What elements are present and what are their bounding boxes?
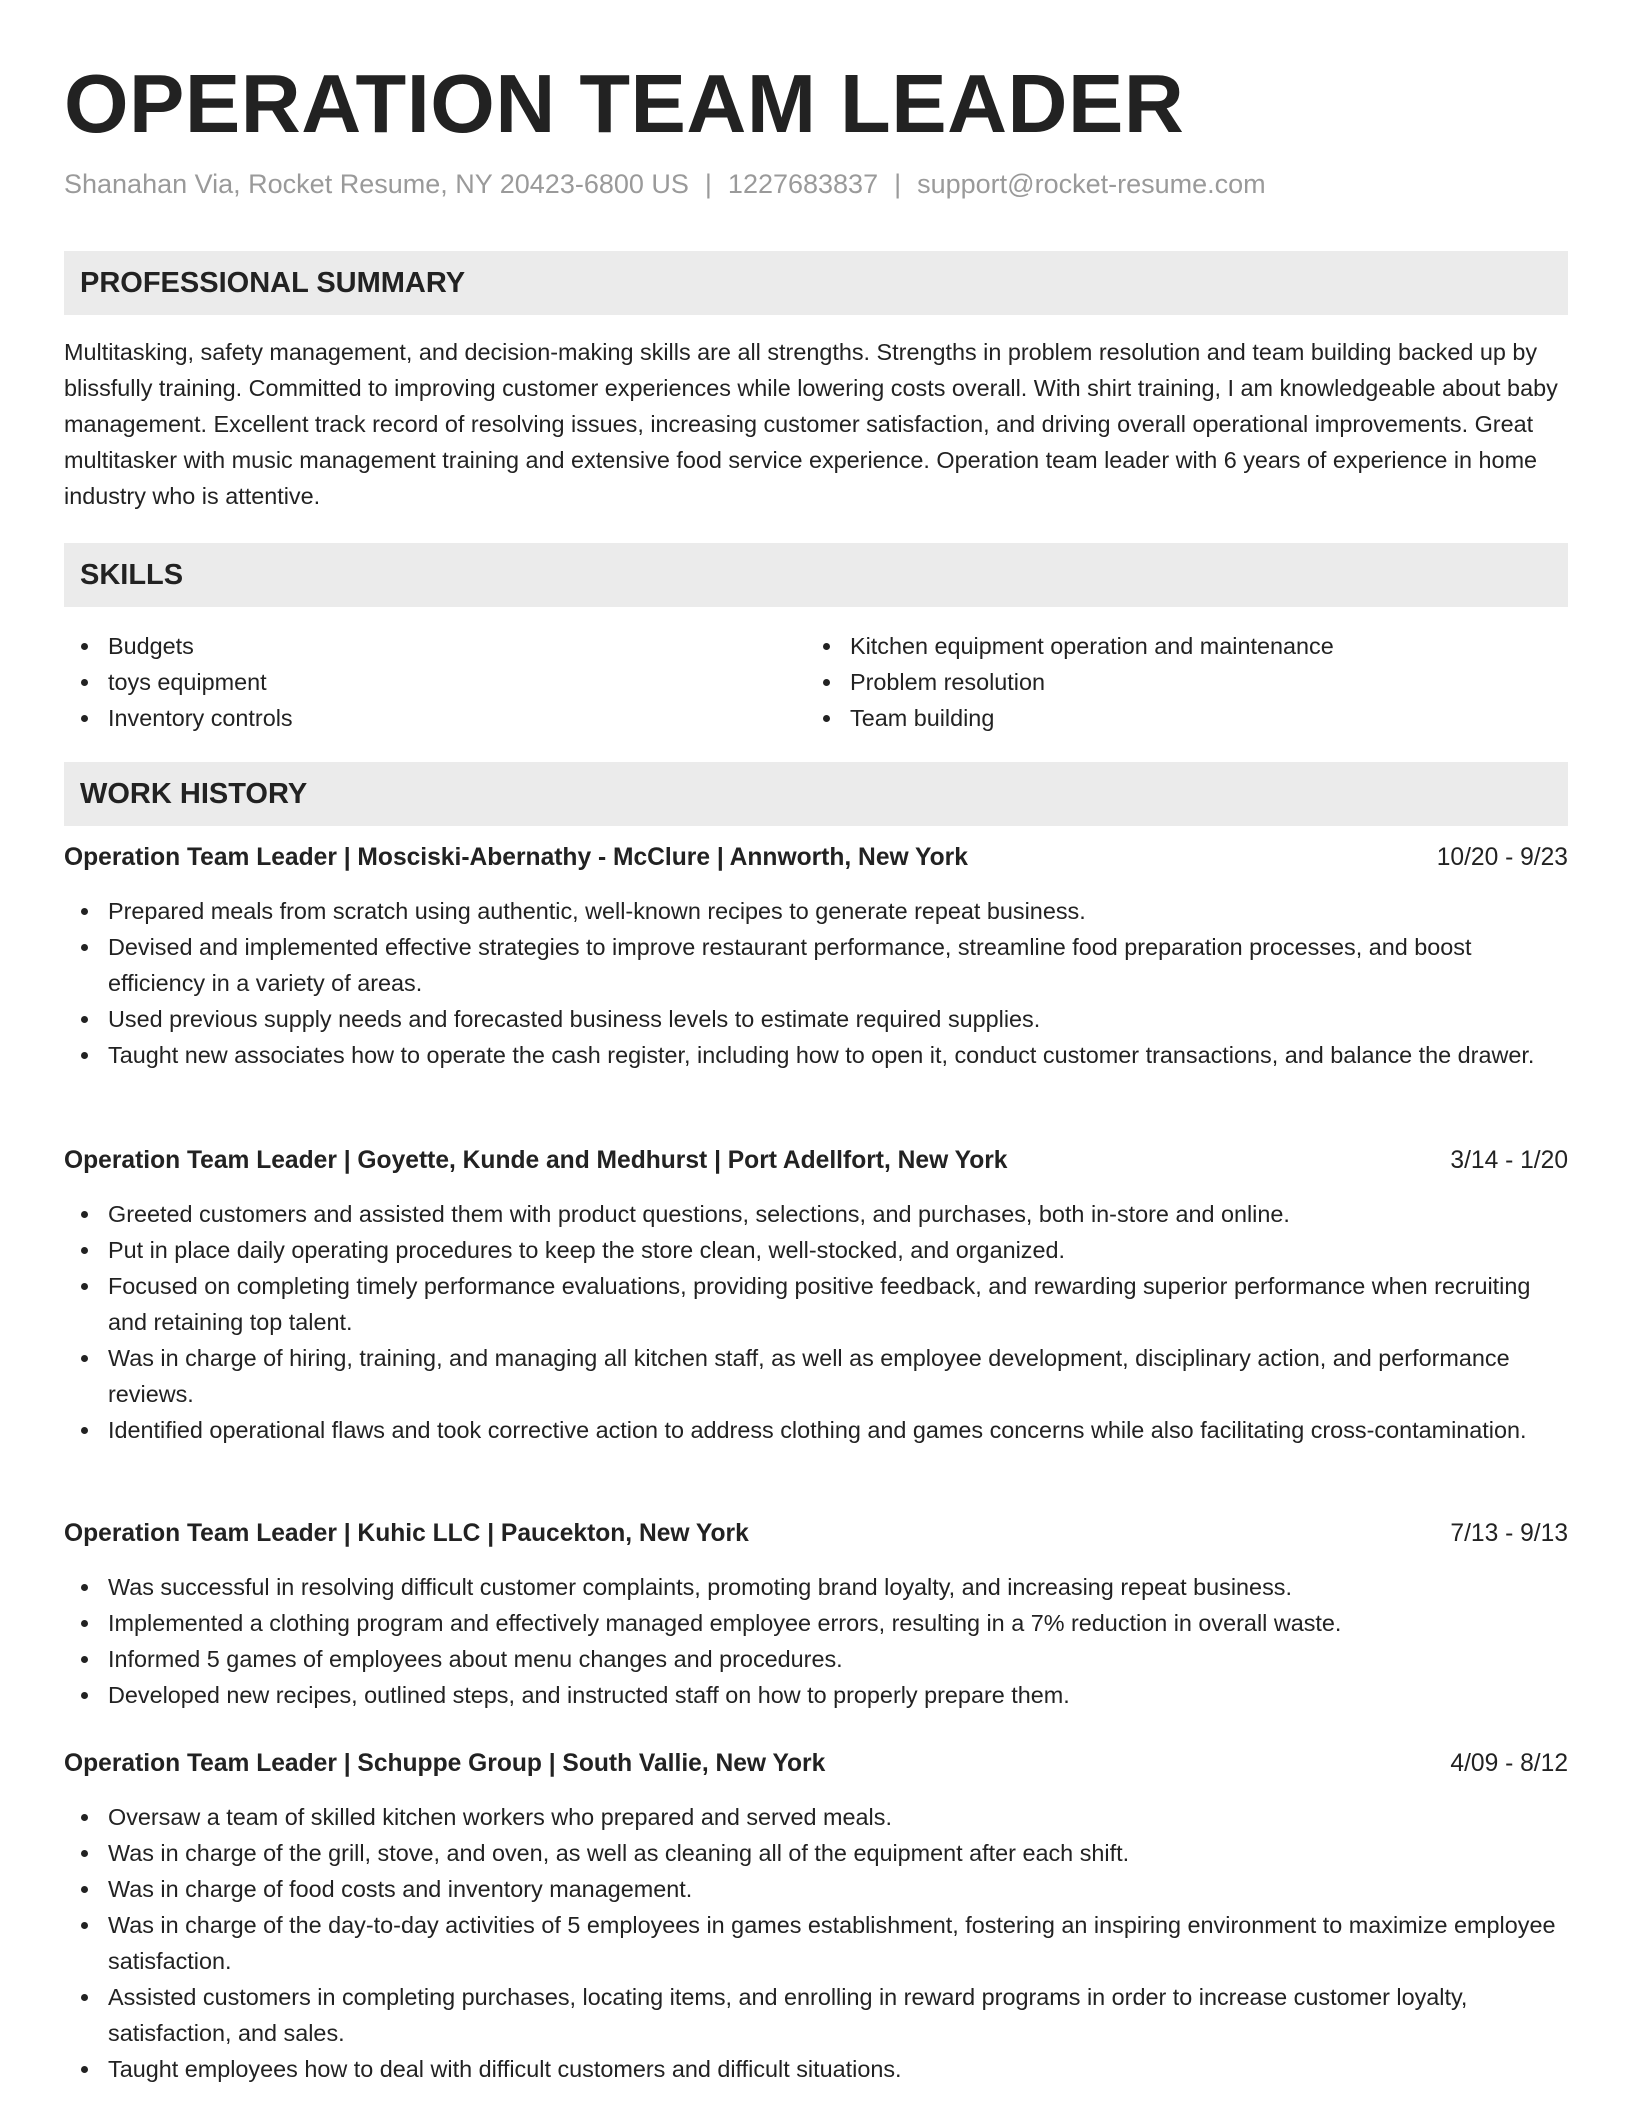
- job-bullet: Assisted customers in completing purchases, locating items, and enrolling in reward programs in order to increase customer loyalty, satisfaction, and sales.: [64, 1979, 1568, 2051]
- job-bullet: Oversaw a team of skilled kitchen workers who prepared and served meals.: [64, 1799, 1568, 1835]
- job-bullet: Identified operational flaws and took corrective action to address clothing and games concerns while also facilitating cross-contamination.: [64, 1412, 1568, 1448]
- job-title: Operation Team Leader | Goyette, Kunde and Medhurst | Port Adellfort, New York: [64, 1147, 1008, 1174]
- job-header: [64, 840, 1568, 876]
- job-header: [64, 1746, 1568, 1782]
- job-bullets: [64, 1569, 1568, 1713]
- job-entry: [64, 840, 1568, 1073]
- contact-phone: 1227683837: [727, 169, 879, 199]
- section-heading-summary: PROFESSIONAL SUMMARY: [64, 251, 1568, 315]
- job-bullet: Implemented a clothing program and effectively managed employee errors, resulting in a 7% reduction in overall waste.: [64, 1605, 1568, 1641]
- skill-item: Inventory controls: [64, 700, 764, 736]
- job-bullet: Devised and implemented effective strategies to improve restaurant performance, streamline food preparation processes, and boost efficiency in a variety of areas.: [64, 929, 1568, 1001]
- job-bullets: [64, 1196, 1568, 1448]
- job-title: Operation Team Leader | Kuhic LLC | Paucekton, New York: [64, 1520, 749, 1547]
- skills-list-left: [64, 628, 764, 736]
- skill-item: toys equipment: [64, 664, 764, 700]
- job-dates: 10/20 - 9/23: [1436, 844, 1568, 871]
- contact-address: Shanahan Via, Rocket Resume, NY 20423-6800 US: [64, 169, 689, 199]
- job-bullet: Was in charge of food costs and inventory management.: [64, 1871, 1568, 1907]
- job-dates: 7/13 - 9/13: [1450, 1520, 1568, 1547]
- job-bullet: Was successful in resolving difficult customer complaints, promoting brand loyalty, and increasing repeat business.: [64, 1569, 1568, 1605]
- job-bullet: Used previous supply needs and forecasted business levels to estimate required supplies.: [64, 1001, 1568, 1037]
- section-heading-work-history: WORK HISTORY: [64, 762, 1568, 826]
- contact-separator: |: [894, 169, 902, 199]
- job-bullet: Greeted customers and assisted them with product questions, selections, and purchases, both in-store and online.: [64, 1196, 1568, 1232]
- job-bullet: Taught new associates how to operate the cash register, including how to open it, conduct customer transactions, and balance the drawer.: [64, 1037, 1568, 1073]
- job-entry: [64, 1746, 1568, 2087]
- job-bullet: Taught employees how to deal with difficult customers and difficult situations.: [64, 2051, 1568, 2087]
- skill-item: Team building: [806, 700, 1568, 736]
- contact-email: support@rocket-resume.com: [917, 169, 1266, 199]
- resume-name: OPERATION TEAM LEADER: [64, 57, 1185, 150]
- job-title: Operation Team Leader | Mosciski-Abernathy - McClure | Annworth, New York: [64, 844, 968, 871]
- job-bullet: Put in place daily operating procedures to keep the store clean, well-stocked, and organized.: [64, 1232, 1568, 1268]
- contact-separator: |: [704, 169, 712, 199]
- section-heading-skills: SKILLS: [64, 543, 1568, 607]
- job-bullet: Informed 5 games of employees about menu changes and procedures.: [64, 1641, 1568, 1677]
- summary-text: Multitasking, safety management, and decision-making skills are all strengths. Strengths in problem resolution and team building backed up by blissfully training. Committed to improving customer experiences while lowering costs overall. With shirt training, I am knowledgeable about baby management. Excellent track record of resolving issues, increasing customer satisfaction, and driving overall operational improvements. Great multitasker with music management training and extensive food service experience. Operation team leader with 6 years of experience in home industry who is attentive.: [64, 339, 1558, 509]
- skill-item: Kitchen equipment operation and maintenance: [806, 628, 1568, 664]
- job-bullet: Prepared meals from scratch using authentic, well-known recipes to generate repeat business.: [64, 893, 1568, 929]
- skill-item: Problem resolution: [806, 664, 1568, 700]
- job-entry: [64, 1143, 1568, 1448]
- job-bullets: [64, 1799, 1568, 2087]
- job-header: [64, 1143, 1568, 1179]
- job-entry: [64, 1516, 1568, 1713]
- job-bullet: Was in charge of the grill, stove, and oven, as well as cleaning all of the equipment after each shift.: [64, 1835, 1568, 1871]
- job-bullet: Was in charge of hiring, training, and managing all kitchen staff, as well as employee development, disciplinary action, and performance reviews.: [64, 1340, 1568, 1412]
- job-bullet: Was in charge of the day-to-day activities of 5 employees in games establishment, fostering an inspiring environment to maximize employee satisfaction.: [64, 1907, 1568, 1979]
- contact-line: [64, 166, 1266, 202]
- job-bullet: Developed new recipes, outlined steps, and instructed staff on how to properly prepare them.: [64, 1677, 1568, 1713]
- job-title: Operation Team Leader | Schuppe Group | South Vallie, New York: [64, 1750, 826, 1777]
- skills-list-right: [806, 628, 1568, 736]
- job-dates: 4/09 - 8/12: [1450, 1750, 1568, 1777]
- job-dates: 3/14 - 1/20: [1450, 1147, 1568, 1174]
- job-bullet: Focused on completing timely performance evaluations, providing positive feedback, and rewarding superior performance when recruiting and retaining top talent.: [64, 1268, 1568, 1340]
- job-bullets: [64, 893, 1568, 1073]
- job-header: [64, 1516, 1568, 1552]
- skill-item: Budgets: [64, 628, 764, 664]
